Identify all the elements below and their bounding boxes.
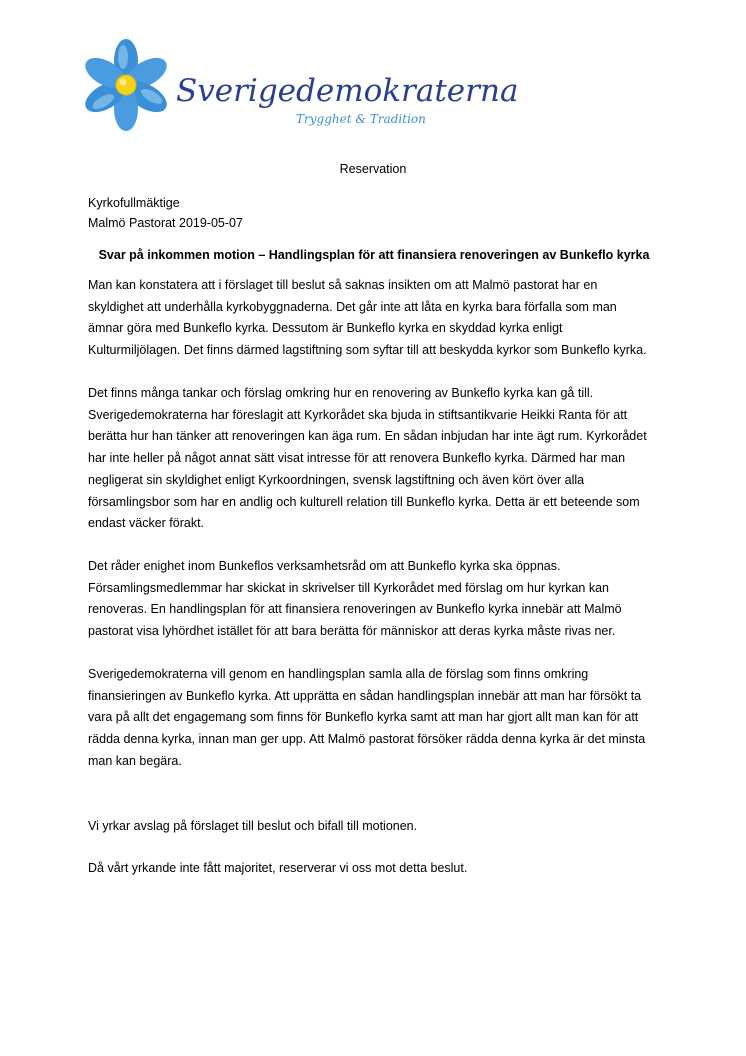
paragraph-line: ämnar göra med Bunkeflo kyrka. Dessutom är Bunkeflo kyrka en skyddad kyrka enligt <box>88 321 563 336</box>
paragraph-line: man kan begära. <box>88 753 182 768</box>
paragraph <box>88 858 668 880</box>
paragraph-line: Kulturmiljölagen. Det finns därmed lagstiftning som syftar till att beskydda kyrkor som Bunkeflo kyrka. <box>88 343 647 358</box>
paragraph-line: endast väcker förakt. <box>88 516 205 531</box>
paragraph <box>88 383 668 535</box>
document-heading: Reservation <box>339 162 407 176</box>
paragraph-line: skyldighet att underhålla kyrkobyggnaderna. Det går inte att låta en kyrka bara förfalla som man <box>88 299 617 314</box>
paragraph-line: finansieringen av Bunkeflo kyrka. Att upprätta en sådan handlingsplan innebär att man har försökt ta <box>88 688 642 703</box>
paragraph-line: församlingsbor som har en andlig och kulturell relation till Bunkeflo kyrka. Detta är ett beteende som <box>88 494 640 509</box>
paragraph-line: Församlingsmedlemmar har skickat in skrivelser till Kyrkorådet med förslag om hur kyrkan kan <box>88 580 609 595</box>
paragraph <box>88 275 668 362</box>
paragraph <box>88 816 668 838</box>
logo-tagline: Trygghet & Tradition <box>296 112 426 126</box>
place-date: Malmö Pastorat 2019-05-07 <box>88 216 243 230</box>
paragraph-line: negligerat sin skyldighet enligt Kyrkoordningen, svensk lagstiftning och även kört över alla <box>88 472 585 487</box>
party-logo <box>84 38 519 128</box>
paragraph-line: Vi yrkar avslag på förslaget till beslut och bifall till motionen. <box>88 819 418 833</box>
paragraph-line: Sverigedemokraterna har föreslagit att Kyrkorådet ska bjuda in stiftsantikvarie Heikki Ranta för att <box>88 407 628 422</box>
document-meta <box>88 193 243 233</box>
paragraph-line: Det råder enighet inom Bunkeflos verksamhetsråd om att Bunkeflo kyrka ska öppnas. <box>88 559 561 573</box>
paragraph-line: har inte heller på något annat sätt visat intresse för att renovera Bunkeflo kyrka. Därmed har man <box>88 451 626 466</box>
paragraph-line: Sverigedemokraterna vill genom en handlingsplan samla alla de förslag som finns omkring <box>88 667 589 681</box>
paragraph-line: Man kan konstatera att i förslaget till beslut så saknas insikten om att Malmö pastorat har en <box>88 278 598 292</box>
paragraph <box>88 556 668 643</box>
paragraph-line: vara på allt det engagemang som finns för Bunkeflo kyrka samt att man har gjort allt man kan för att <box>88 710 639 725</box>
paragraph-line: pastorat visa lyhördhet istället för att bara berätta för människor att deras kyrka måste rivas ner. <box>88 624 616 639</box>
paragraph-line: Det finns många tankar och förslag omkring hur en renovering av Bunkeflo kyrka kan gå till. <box>88 386 594 400</box>
recipient: Kyrkofullmäktige <box>88 196 180 210</box>
flower-logo-icon <box>84 38 519 128</box>
paragraph-line: berätta hur han tänker att renoveringen kan äga rum. En sådan inbjudan har inte ägt rum. Kyrkorådet <box>88 429 647 444</box>
paragraph-line: Då vårt yrkande inte fått majoritet, reserverar vi oss mot detta beslut. <box>88 861 468 875</box>
paragraph-line: rädda denna kyrka, innan man ger upp. Att Malmö pastorat försöker rädda denna kyrka är det minsta <box>88 732 646 747</box>
paragraph <box>88 664 668 773</box>
document-title: Svar på inkommen motion – Handlingsplan för att finansiera renoveringen av Bunkeflo kyrka <box>98 248 650 262</box>
flower-center <box>116 75 136 95</box>
logo-wordmark: Sverigedemokraterna <box>176 73 519 109</box>
paragraph-line: renoveras. En handlingsplan för att finansiera renoveringen av Bunkeflo kyrka innebär att Malmö <box>88 602 622 617</box>
